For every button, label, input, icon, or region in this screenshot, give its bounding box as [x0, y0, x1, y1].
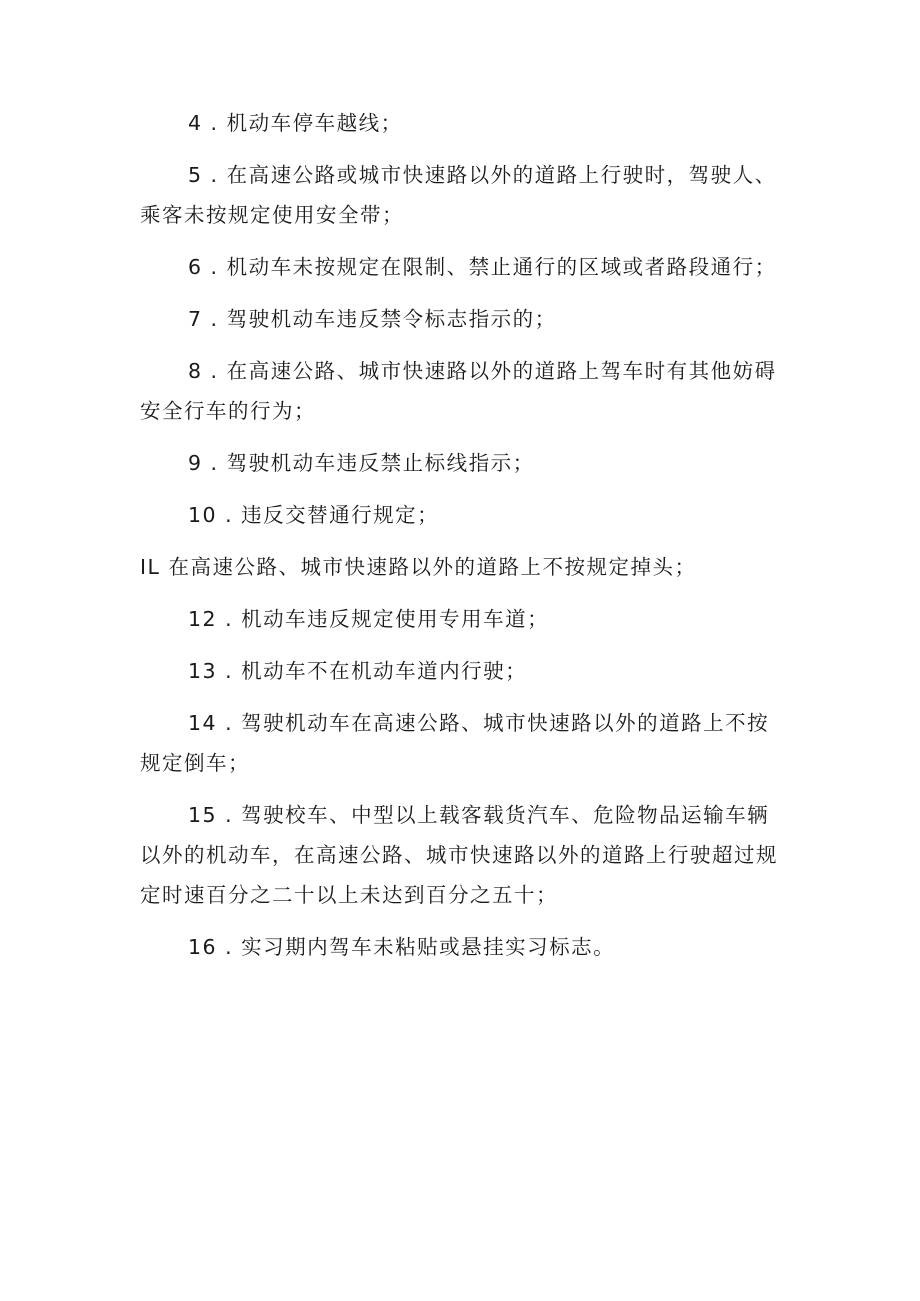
list-item-7: 7 . 驾驶机动车违反禁令标志指示的；: [188, 307, 557, 331]
list-item-9: 9 . 驾驶机动车违反禁止标线指示；: [188, 451, 535, 475]
list-item-15: 15 . 驾驶校车、中型以上载客载货汽车、危险物品运输车辆以外的机动车，在高速公路、城市快速路以外的道路上行驶超过规定时速百分之二十以上未达到百分之五十；: [140, 803, 778, 907]
list-item-14: 14 . 驾驶机动车在高速公路、城市快速路以外的道路上不按规定倒车；: [140, 711, 770, 775]
list-item-11: IL 在高速公路、城市快速路以外的道路上不按规定掉头；: [140, 555, 697, 579]
list-item-10: 10 . 违反交替通行规定；: [188, 503, 440, 527]
list-item-5: 5 . 在高速公路或城市快速路以外的道路上行驶时，驾驶人、乘客未按规定使用安全带；: [140, 163, 777, 227]
list-item-12: 12 . 机动车违反规定使用专用车道；: [188, 607, 550, 631]
document-body: [140, 103, 790, 979]
list-item-16: 16 . 实习期内驾车未粘贴或悬挂实习标志。: [188, 935, 616, 959]
list-item-6: 6 . 机动车未按规定在限制、禁止通行的区域或者路段通行；: [188, 255, 777, 279]
list-item-4: 4 . 机动车停车越线；: [188, 111, 403, 135]
list-item-8: 8 . 在高速公路、城市快速路以外的道路上驾车时有其他妨碍安全行车的行为；: [140, 359, 777, 423]
list-item-13: 13 . 机动车不在机动车道内行驶；: [188, 659, 528, 683]
